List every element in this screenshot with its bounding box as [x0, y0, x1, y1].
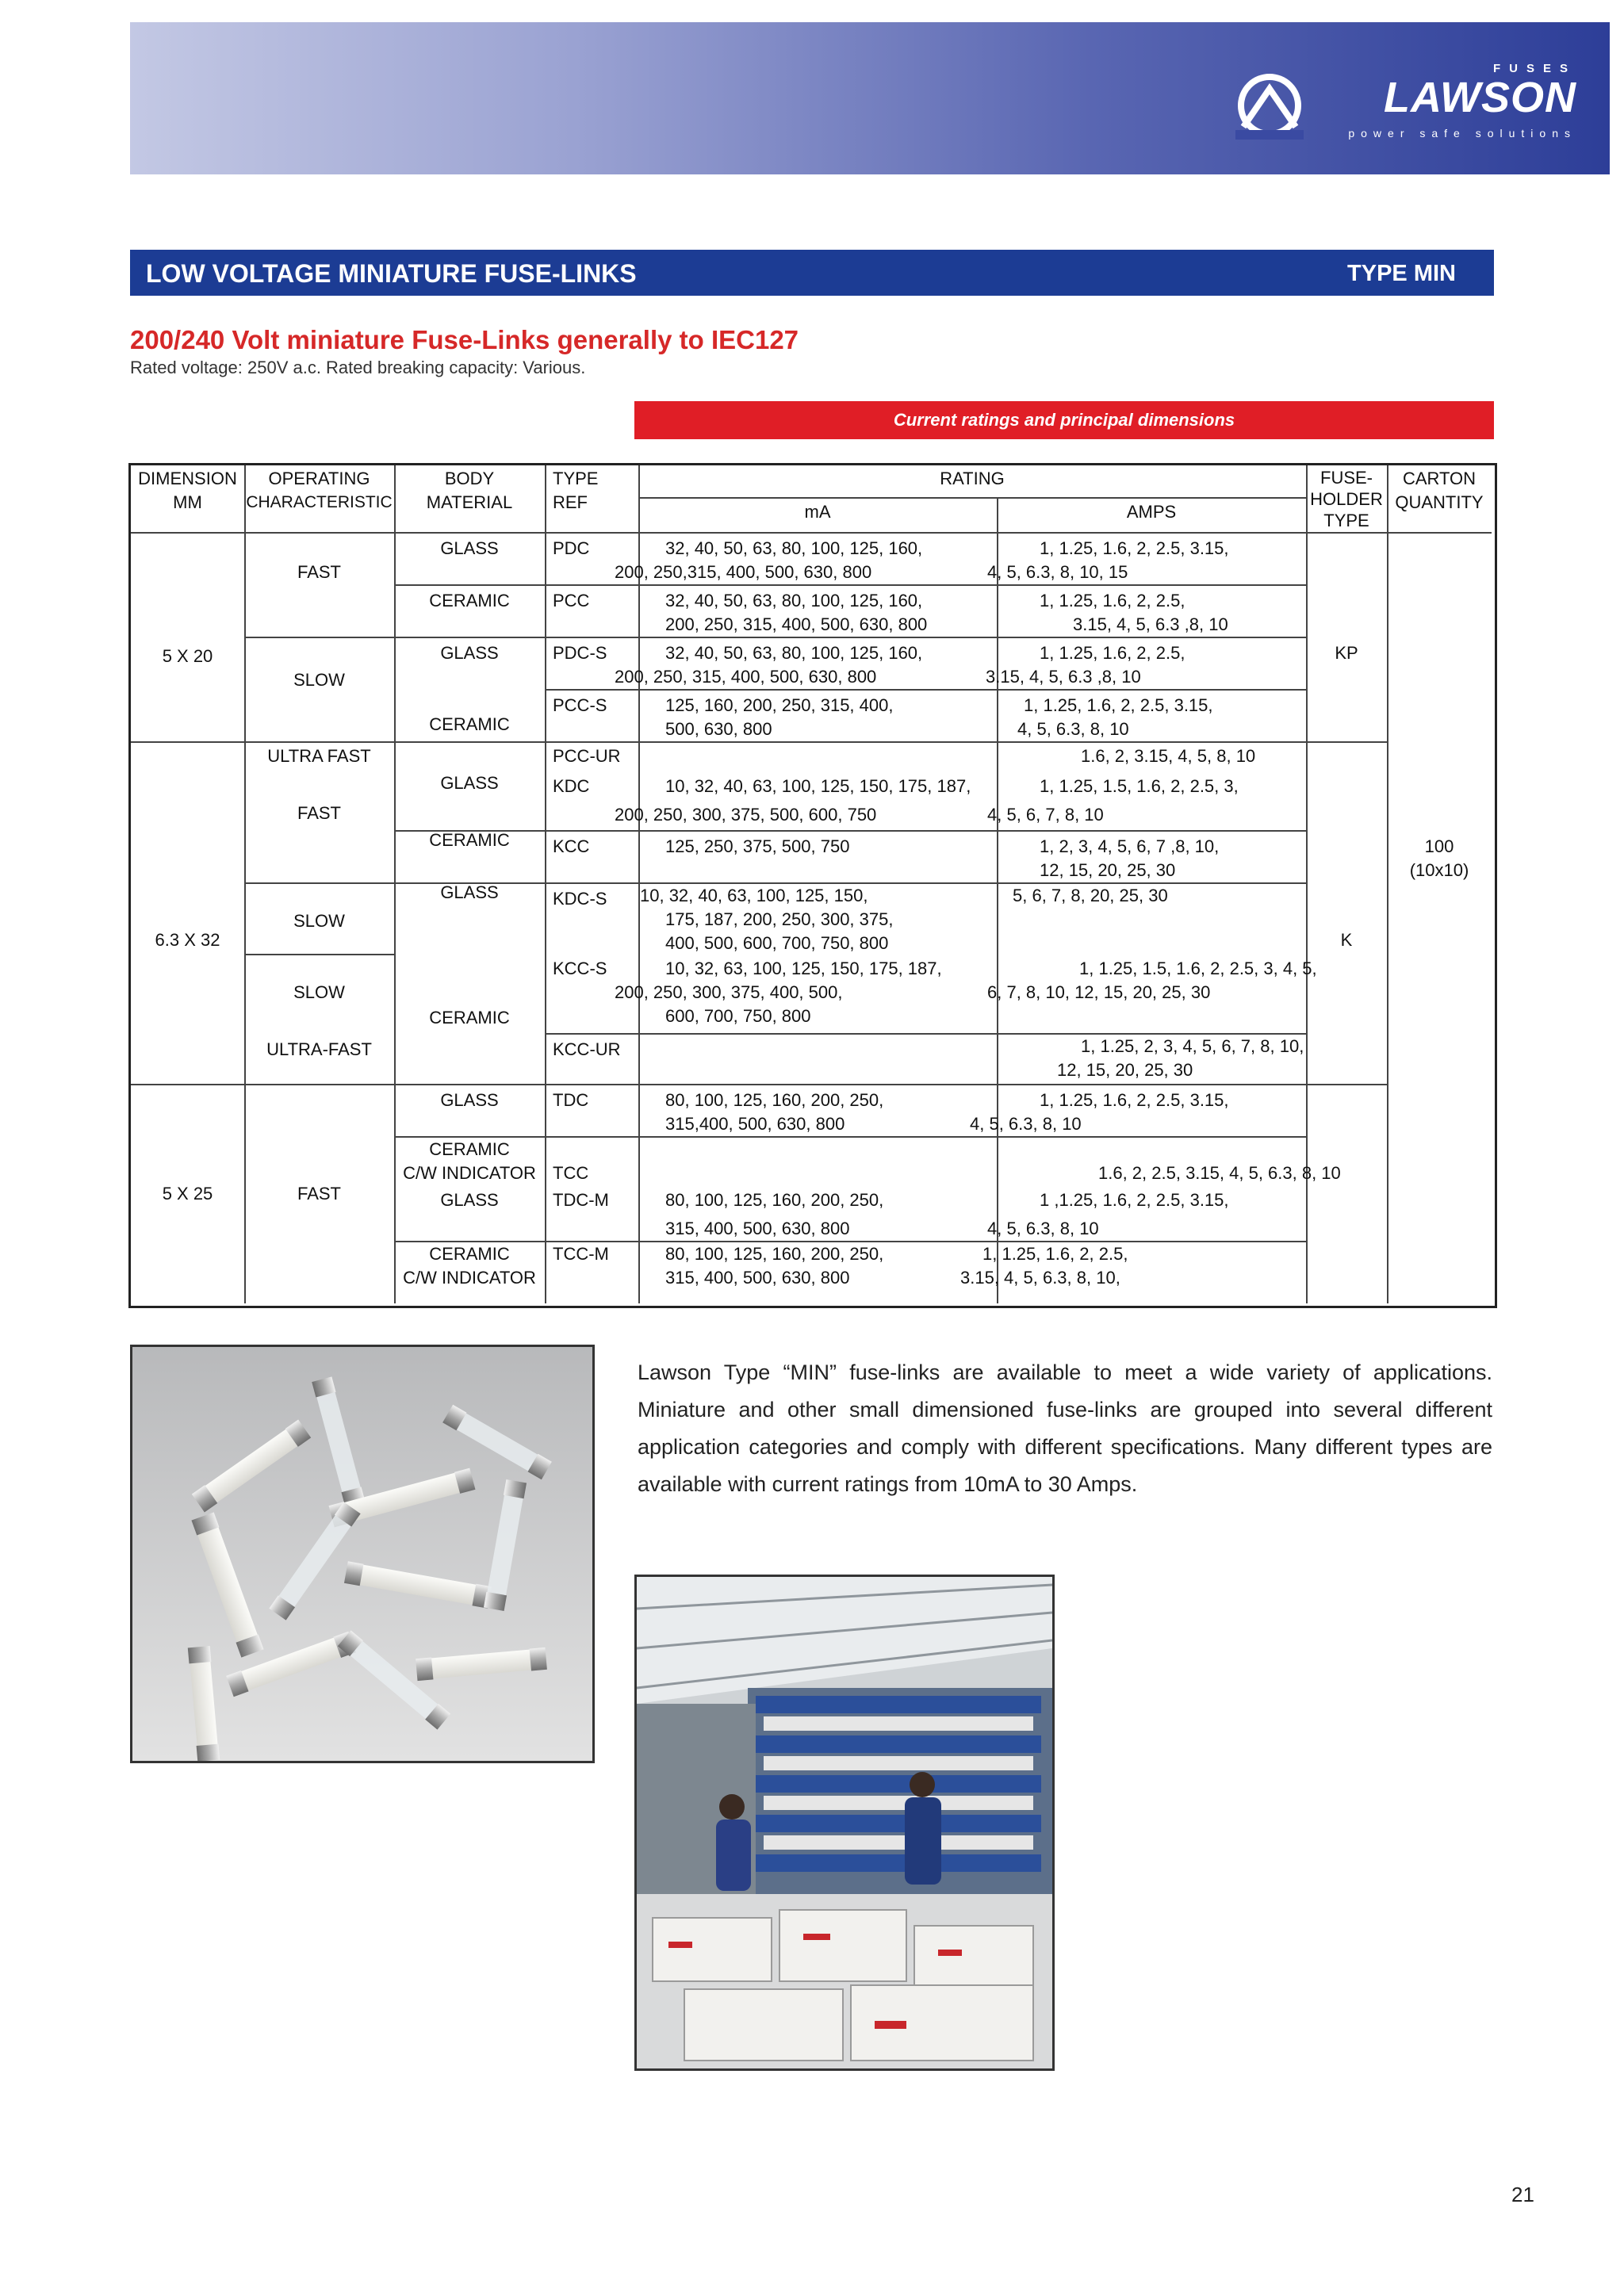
- characteristic-fast: FAST: [297, 803, 341, 823]
- material-ceramic: CERAMIC: [429, 830, 510, 850]
- amps-value: 1, 1.25, 1.5, 1.6, 2, 2.5, 3,: [1040, 776, 1239, 796]
- amps-value: 1, 1.25, 1.6, 2, 2.5,: [1040, 591, 1185, 610]
- material-glass: GLASS: [440, 1190, 499, 1210]
- header-rating: RATING: [940, 469, 1005, 488]
- material-glass: GLASS: [440, 538, 499, 558]
- type-ref-kcc-ur: KCC-UR: [553, 1039, 621, 1059]
- ma-value: 175, 187, 200, 250, 300, 375,: [665, 909, 894, 929]
- warehouse-photo: [634, 1575, 1055, 2071]
- amps-value: 4, 5, 6, 7, 8, 10: [987, 805, 1104, 825]
- amps-value: 1, 1.25, 1.6, 2, 2.5,: [982, 1244, 1128, 1264]
- section-title: LOW VOLTAGE MINIATURE FUSE-LINKS: [146, 259, 637, 288]
- ma-value: 80, 100, 125, 160, 200, 250,: [665, 1244, 884, 1264]
- characteristic-fast: FAST: [297, 562, 341, 582]
- ma-value: 200, 250, 315, 400, 500, 630, 800: [615, 667, 877, 687]
- amps-value: 4, 5, 6.3, 8, 10, 15: [987, 562, 1128, 582]
- characteristic-slow: SLOW: [293, 982, 345, 1002]
- header-holder-type: TYPE: [1323, 511, 1369, 530]
- page-number: 21: [1511, 2183, 1534, 2206]
- type-ref-pcc: PCC: [553, 591, 590, 610]
- material-ceramic: CERAMIC: [429, 1244, 510, 1264]
- logo-tagline: power safe solutions: [1348, 127, 1576, 140]
- ma-value: 200, 250, 300, 375, 500, 600, 750: [615, 805, 877, 825]
- material-indicator: C/W INDICATOR: [403, 1268, 536, 1288]
- ma-value: 400, 500, 600, 700, 750, 800: [665, 933, 889, 953]
- ma-value: 315, 400, 500, 630, 800: [665, 1268, 850, 1288]
- ma-value: 315, 400, 500, 630, 800: [665, 1219, 850, 1238]
- ma-value: 125, 250, 375, 500, 750: [665, 836, 850, 856]
- type-ref-tcc-m: TCC-M: [553, 1244, 609, 1264]
- ma-value: 80, 100, 125, 160, 200, 250,: [665, 1090, 884, 1110]
- type-ref-kdc-s: KDC-S: [553, 889, 607, 909]
- type-ref-pdc: PDC: [553, 538, 590, 558]
- carton-quantity: 100: [1424, 836, 1454, 856]
- ma-value: 80, 100, 125, 160, 200, 250,: [665, 1190, 884, 1210]
- amps-value: 3.15, 4, 5, 6.3 ,8, 10: [986, 667, 1141, 687]
- type-ref-kcc: KCC: [553, 836, 590, 856]
- characteristic-ultra-fast: ULTRA FAST: [267, 746, 371, 766]
- amps-value: 1, 1.25, 1.6, 2, 2.5, 3.15,: [1024, 695, 1213, 715]
- header-material: MATERIAL: [426, 492, 513, 512]
- fuses-illustration: [132, 1347, 592, 1761]
- header-type: TYPE: [553, 469, 599, 488]
- material-indicator: C/W INDICATOR: [403, 1163, 536, 1183]
- header-operating: OPERATING: [268, 469, 370, 488]
- characteristic-slow: SLOW: [293, 911, 345, 931]
- header-ma: mA: [804, 502, 831, 522]
- amps-value: 1, 2, 3, 4, 5, 6, 7 ,8, 10,: [1040, 836, 1220, 856]
- header-banner: [130, 22, 1610, 174]
- logo-fuses-text: FUSES: [1492, 62, 1576, 75]
- fuseholder-k: K: [1340, 930, 1353, 950]
- lawson-logo-icon: [1235, 71, 1304, 140]
- ma-value: 10, 32, 63, 100, 125, 150, 175, 187,: [665, 959, 942, 978]
- ma-value: 315,400, 500, 630, 800: [665, 1114, 845, 1134]
- ma-value: 125, 160, 200, 250, 315, 400,: [665, 695, 894, 715]
- type-ref-kdc: KDC: [553, 776, 590, 796]
- type-ref-tdc-m: TDC-M: [553, 1190, 609, 1210]
- ma-value: 600, 700, 750, 800: [665, 1006, 811, 1026]
- ma-value: 200, 250,315, 400, 500, 630, 800: [615, 562, 872, 582]
- amps-value: 4, 5, 6.3, 8, 10: [987, 1219, 1099, 1238]
- header-dimension-unit: MM: [173, 492, 202, 512]
- type-ref-pdc-s: PDC-S: [553, 643, 607, 663]
- dimension-5x20: 5 X 20: [162, 646, 213, 666]
- amps-value: 4, 5, 6.3, 8, 10: [1017, 719, 1129, 739]
- section-heading-bar: [130, 250, 1494, 296]
- type-ref-pcc-s: PCC-S: [553, 695, 607, 715]
- material-ceramic: CERAMIC: [429, 1139, 510, 1159]
- fuseholder-kp: KP: [1335, 643, 1358, 663]
- material-glass: GLASS: [440, 882, 499, 902]
- amps-value: 1 ,1.25, 1.6, 2, 2.5, 3.15,: [1040, 1190, 1229, 1210]
- ma-value: 32, 40, 50, 63, 80, 100, 125, 160,: [665, 591, 923, 610]
- page-subtitle: 200/240 Volt miniature Fuse-Links generally to IEC127: [130, 325, 799, 354]
- header-characteristic: CHARACTERISTIC: [246, 493, 393, 511]
- amps-value: 1, 1.25, 1.5, 1.6, 2, 2.5, 3, 4, 5,: [1079, 959, 1317, 978]
- fuses-photo: [130, 1345, 595, 1763]
- header-carton: CARTON: [1402, 469, 1477, 488]
- header-amps: AMPS: [1126, 502, 1177, 522]
- material-glass: GLASS: [440, 773, 499, 793]
- header-ref: REF: [553, 492, 588, 512]
- ma-value: 32, 40, 50, 63, 80, 100, 125, 160,: [665, 538, 923, 558]
- amps-value: 6, 7, 8, 10, 12, 15, 20, 25, 30: [987, 982, 1211, 1002]
- amps-value: 3.15, 4, 5, 6.3 ,8, 10: [1073, 614, 1228, 634]
- fuse-ratings-table: [128, 463, 1497, 1308]
- ma-value: 10, 32, 40, 63, 100, 125, 150, 175, 187,: [665, 776, 971, 796]
- ma-value: 10, 32, 40, 63, 100, 125, 150,: [640, 886, 868, 905]
- header-dimension: DIMENSION: [138, 469, 237, 488]
- logo-name: LAWSON: [1384, 74, 1576, 121]
- amps-value: 1, 1.25, 2, 3, 4, 5, 6, 7, 8, 10,: [1081, 1036, 1304, 1056]
- amps-value: 1.6, 2, 3.15, 4, 5, 8, 10: [1081, 746, 1256, 766]
- amps-value: 12, 15, 20, 25, 30: [1057, 1060, 1193, 1080]
- header-holder: HOLDER: [1310, 489, 1383, 509]
- header-fuse: FUSE-: [1320, 468, 1373, 488]
- ma-value: 500, 630, 800: [665, 719, 772, 739]
- amps-value: 4, 5, 6.3, 8, 10: [970, 1114, 1082, 1134]
- amps-value: 3.15, 4, 5, 6.3, 8, 10,: [960, 1268, 1120, 1288]
- type-ref-pcc-ur: PCC-UR: [553, 746, 621, 766]
- ma-value: 200, 250, 300, 375, 400, 500,: [615, 982, 843, 1002]
- amps-value: 1.6, 2, 2.5, 3.15, 4, 5, 6.3, 8, 10: [1098, 1163, 1341, 1183]
- header-body: BODY: [444, 469, 495, 488]
- material-glass: GLASS: [440, 643, 499, 663]
- ma-value: 200, 250, 315, 400, 500, 630, 800: [665, 614, 928, 634]
- characteristic-ultra-fast: ULTRA-FAST: [266, 1039, 372, 1059]
- warehouse-illustration: [637, 1577, 1052, 2068]
- ma-value: 32, 40, 50, 63, 80, 100, 125, 160,: [665, 643, 923, 663]
- lawson-logo: [1235, 62, 1576, 149]
- characteristic-fast: FAST: [297, 1184, 341, 1203]
- type-ref-kcc-s: KCC-S: [553, 959, 607, 978]
- rating-note: Rated voltage: 250V a.c. Rated breaking capacity: Various.: [130, 358, 586, 377]
- amps-value: 1, 1.25, 1.6, 2, 2.5, 3.15,: [1040, 1090, 1229, 1110]
- amps-value: 5, 6, 7, 8, 20, 25, 30: [1013, 886, 1168, 905]
- amps-value: 1, 1.25, 1.6, 2, 2.5,: [1040, 643, 1185, 663]
- header-quantity: QUANTITY: [1395, 492, 1484, 512]
- material-ceramic: CERAMIC: [429, 714, 510, 734]
- amps-value: 12, 15, 20, 25, 30: [1040, 860, 1176, 880]
- characteristic-slow: SLOW: [293, 670, 345, 690]
- type-ref-tcc: TCC: [553, 1163, 589, 1183]
- section-type: TYPE MIN: [1347, 261, 1456, 286]
- amps-value: 1, 1.25, 1.6, 2, 2.5, 3.15,: [1040, 538, 1229, 558]
- carton-pack: (10x10): [1409, 860, 1469, 880]
- material-glass: GLASS: [440, 1090, 499, 1110]
- material-ceramic: CERAMIC: [429, 591, 510, 610]
- description-paragraph: Lawson Type “MIN” fuse-links are available to meet a wide variety of applications. Miniature and other small dimensioned fuse-links are grouped into several different application categories and comply with different specifications. Many different types are available with current ratings from 10mA to 30 Amps.: [638, 1360, 1492, 1496]
- table-caption-bar: Current ratings and principal dimensions: [634, 401, 1494, 439]
- dimension-6-3x32: 6.3 X 32: [155, 930, 220, 950]
- material-ceramic: CERAMIC: [429, 1008, 510, 1027]
- dimension-5x25: 5 X 25: [162, 1184, 213, 1203]
- type-ref-tdc: TDC: [553, 1090, 589, 1110]
